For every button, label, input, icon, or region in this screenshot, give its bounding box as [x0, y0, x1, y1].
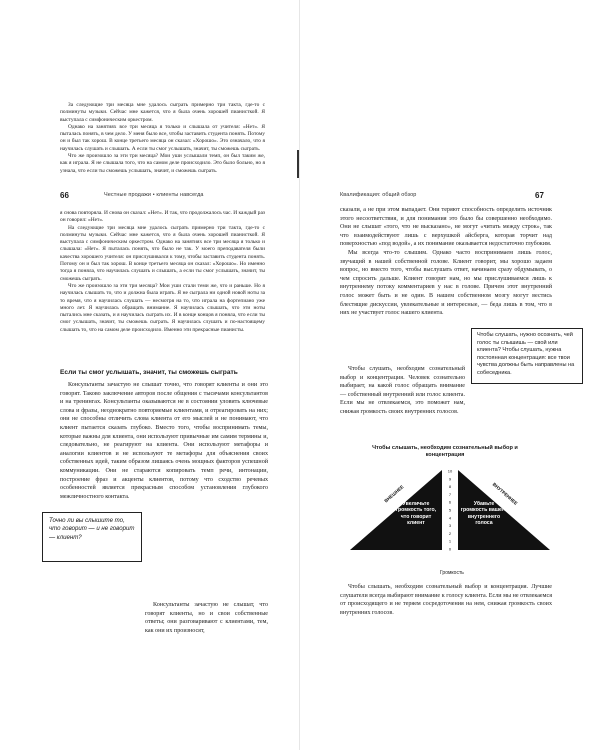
- page-number-right: 67: [535, 191, 544, 200]
- left-top-excerpt: [60, 102, 265, 175]
- figure-title: Чтобы слышать, необходим сознательный выбор и концентрация: [372, 445, 518, 458]
- band-label-right: ВНУТРЕННЕЕ: [491, 481, 519, 506]
- left-triangle-text: Увеличьте громкость того, что говорит клиент: [395, 501, 437, 527]
- page-number-left: 66: [60, 191, 69, 200]
- left-body-top: [60, 381, 268, 501]
- scale-tick-label: 7: [448, 491, 452, 497]
- text-para: На следующие три месяца мне удалось сыграть примерно три такта, где-то с полминуты музыки. Сейчас мне кажется, что я была очень хорошей пианисткой. Я выступала с симфоническим оркестром. Однако на занятиях все три месяца я только и слышала: «Нет». Я пыталась понять, что было не так. У моего преподавателя были качества хорошего учителя: он прислушивался к тому, чтобы заставить студента понять. Потому он и был так хорош. В конце третьего месяца он сказал: «Хорошо». Но именно тогда я поняла, что научилась слушать и слышать, а если ты смог услышать, значит, ты сможешь сыграть.: [60, 224, 265, 282]
- scale-tick-label: 0: [448, 546, 452, 552]
- scale-tick-label: 1: [448, 538, 452, 544]
- scale-tick-label: 2: [448, 530, 452, 536]
- text-para: Чтобы слушать, необходим сознательный выбор и концентрация. Человек сознательно выбирает, на какой голос обращать внимание — собственный внутренний или голос клиента. Если мы не отвлекаемся, это поможет нам, снижая громкость своих внутренних голосов.: [340, 366, 465, 415]
- band-label-left: ВНЕШНЕЕ: [383, 484, 405, 504]
- scale-tick-label: 10: [447, 468, 453, 474]
- excerpt-para: За следующие три месяца мне удалось сыграть примерно три такта, где-то с полминуты музыки. Сейчас мне кажется, что я была очень хорошей пианисткой. Я выступала с симфоническим оркестром.: [60, 102, 265, 123]
- right-triangle-text: Убавьте громкость вашего внутреннего голоса: [460, 501, 508, 527]
- scale-tick-label: 6: [448, 499, 452, 505]
- figure-caption: Громкость: [440, 570, 464, 576]
- text-para: Чтобы слышать, необходим сознательный выбор и концентрация. Лучшие слушатели всегда выбирают внимание к голосу клиента. Если мы не отвлекаемся от происходящего и не теряем сосредоточения на нем, снижая громкость своих внутренних голосов.: [340, 584, 552, 616]
- text-para: Консультанты зачастую не слышат, что говорят клиенты, но и свои собственные ответы; они разговаривают с клиентами, тем, как они их произносят,: [145, 602, 268, 634]
- listening-volume-diagram: [340, 465, 570, 570]
- running-head-left: Честные продажи • клиенты навсегда: [104, 192, 204, 198]
- scale-tick-label: 4: [448, 515, 452, 521]
- excerpt-para: Что же произошло за эти три месяца? Мои уши услышали темп, он был таким же, как я играла. Я не слышала того, что на самом деле происходило. Это было больно, но я узнала, что если ты сможешь услышать, значит, и сможешь сыграть.: [60, 153, 265, 174]
- left-main-text: [60, 210, 265, 334]
- text-para: Консультанты зачастую не слышат точно, что говорят клиенты и они это говорят. Таково заключение авторов после общения с тысячами консультантов и на тренингах. Консультанты оказываются не в состоянии уловить ключевые слова и фразы, неоднократно повторяемые клиентами, и отреагировать на них; они не способны отличить слова клиента от его мыслей и не понимают, что клиент пытается сказать глубоко. Вместо того, чтобы воспринимать темы, которые важны для клиента, они используют привычные им самим термины и, следовательно, не реагируют на клиента. Они используют метафоры и аналогии клиентов и не используют те метафоры для объяснения своих собственных идей, таким образом лишаясь очень мощных факторов успешной коммуникации. Они не стараются копировать темп речи, интонации, построение фраз и акценты клиентов, потому что сходство речевых особенностей является прекрасным способом установления глубокого межличностного контакта.: [60, 382, 268, 500]
- text-para: сказали, а не при этом выпадает. Они теряют способность определить источник этого несоответствия, и для понимания это было бы совершенно необходимо. Они не слышат «того, что не высказано», не могут «читать между строк», так что взаимодействуют лишь с верхушкой айсберга, которая торчит над поверхностью «под водой», а их понимание оказывается недостаточно глубоким.: [340, 207, 552, 248]
- text-para: я снова повторяла. И снова он сказал: «Нет». И так, что продолжалось час. И каждый раз он говорил: «Нет».: [60, 210, 265, 224]
- pull-quote-right: Чтобы слушать, нужно осознать, чей голос ты слышишь — свой или клиента? Чтобы слушать, нужна постоянная концентрация: все твои чувства должны быть направлены на собеседника.: [471, 328, 583, 384]
- pull-quote-left: Точно ли вы слышите то, что говорит — и не говорит — клиент?: [42, 512, 142, 562]
- scale-tick-label: 9: [448, 476, 452, 482]
- text-para: Мы всегда что-то слышим. Однако часто воспринимаем лишь голос, звучащий в нашей собственной голове. Клиент говорит, мы хорошо задаем вопрос, но вместо того, чтобы выслушать ответ, начинаем сразу обдумывать, о чем спросить дальше. Клиент говорит нам, но мы прислушиваемся лишь к внутреннему потоку комментариев у нас в голове. Причем этот внутренний голос может быть и не один. В нашем собственном мозгу могут вестись блестящие дискуссии, увлекательные и интересные, — беда лишь в том, что в них не участвует голос нашего клиента.: [340, 249, 552, 317]
- section-heading: Если ты смог услышать, значит, ты сможешь сыграть: [60, 369, 238, 376]
- right-body-bottom: [340, 583, 552, 617]
- right-body-top: [340, 206, 552, 318]
- text-para: Что же произошло за эти три месяца? Мои уши стали теми же, что и раньше. Но я научилась слышать то, что и должна была играть. Я не сыграла ни одной новой ноты за то время, что я научилась слушать — несмотря на то, что играла на фортепиано уже много лет. Я научилась обращать внимание. Я научилась слышать, что эти ноты пытались мне сказать, и я научилась сыграть их. И в конце концов я поняла, что если ты смог услышать, значит, ты сможешь сыграть. Я научилась слушать и по-настоящему слышать то, что на самом деле происходило. Именно эти прекрасные пианисты.: [60, 282, 265, 333]
- right-page: [300, 0, 600, 750]
- scale-tick-label: 5: [448, 507, 452, 513]
- scale-tick-label: 3: [448, 523, 452, 529]
- right-body-mid: [340, 365, 465, 417]
- excerpt-para: Однако на занятиях все три месяца я только и слышала от учителя: «Нет». Я пыталась понять, в чем дело. У меня было все, чтобы заставить студента понять. Потому он и был так хорош. В конце третьего месяца он сказал: «Хорошо». Это означало, что я научилась слушать и слышать. А если ты смог услышать, значит, ты сможешь сыграть.: [60, 123, 265, 152]
- running-head-right: Квалификация: общий обзор: [340, 192, 417, 198]
- scale-tick-label: 8: [448, 484, 452, 490]
- left-body-bottom: [145, 601, 268, 635]
- scale-ticks: [448, 469, 453, 552]
